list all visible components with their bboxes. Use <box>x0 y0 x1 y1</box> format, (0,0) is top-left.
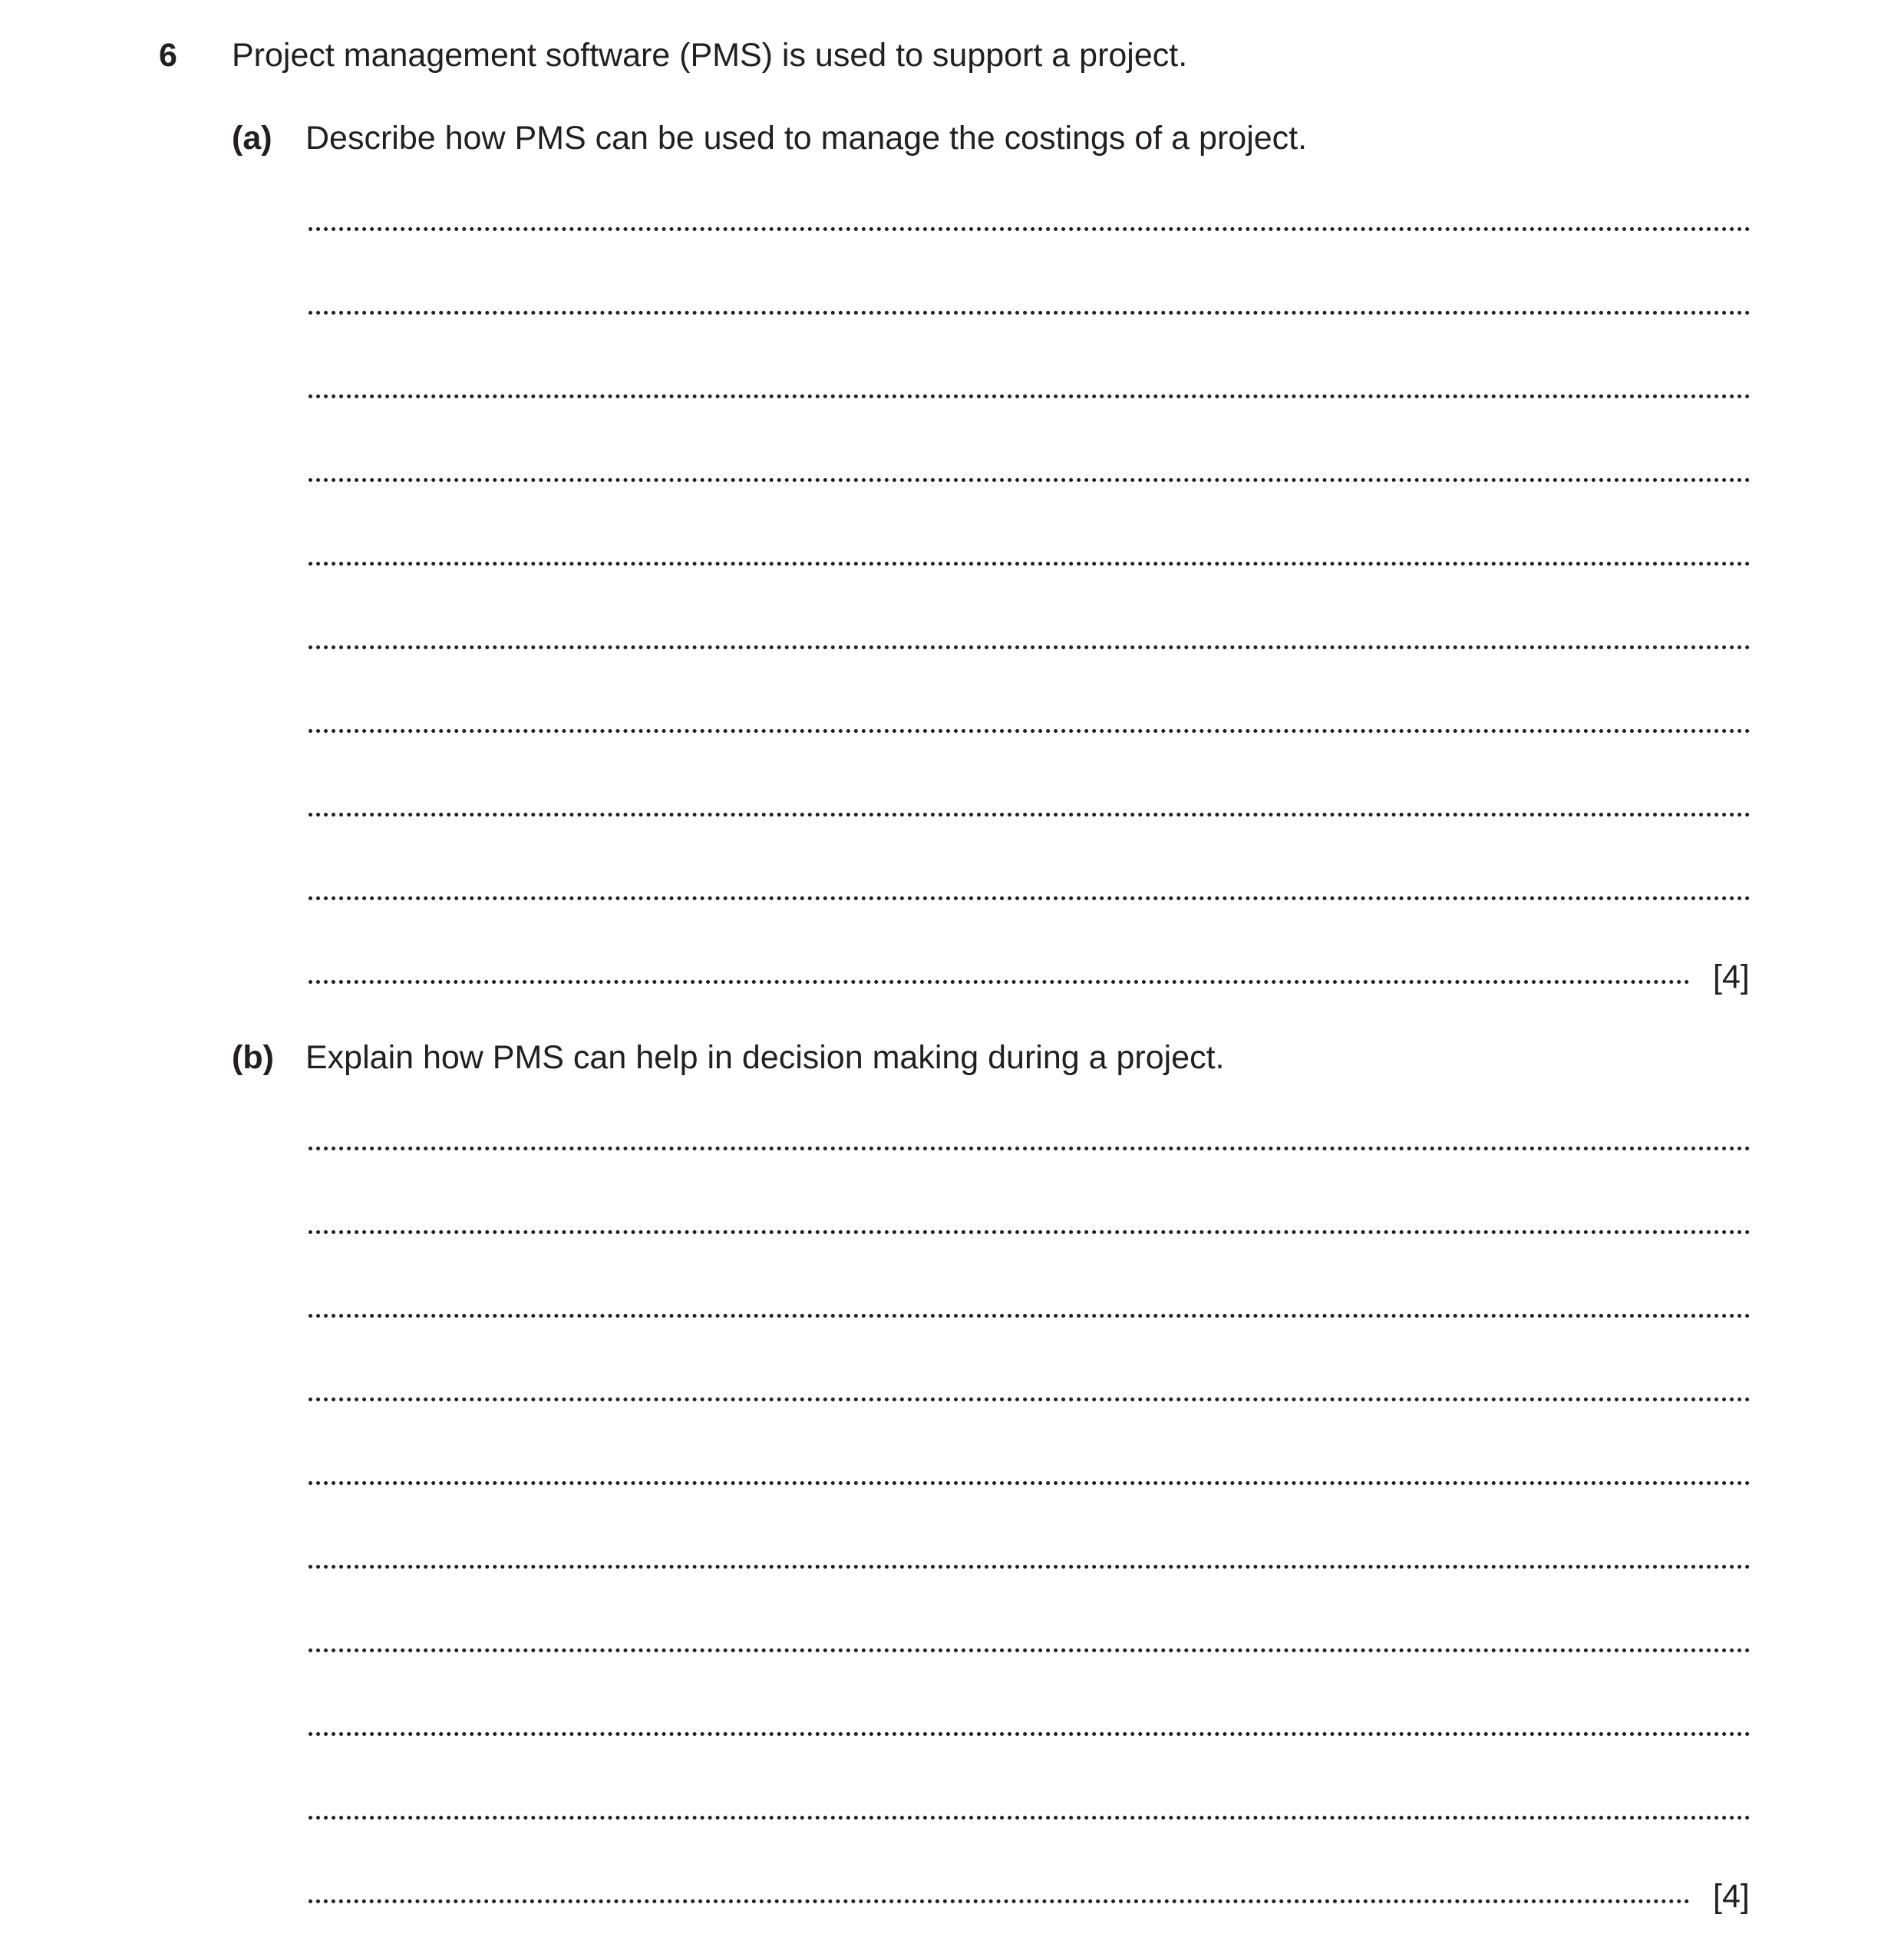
answer-line[interactable] <box>309 1648 1751 1652</box>
answer-line[interactable] <box>309 394 1751 398</box>
answer-line[interactable] <box>309 1816 1751 1820</box>
answer-line[interactable] <box>309 980 1690 984</box>
answer-line[interactable] <box>309 227 1751 231</box>
answer-line[interactable] <box>309 645 1751 649</box>
answer-line[interactable] <box>309 478 1751 482</box>
question-number: 6 <box>159 37 177 74</box>
answer-line[interactable] <box>309 1899 1690 1903</box>
answer-line[interactable] <box>309 1398 1751 1401</box>
part-a-marks: [4] <box>1713 959 1750 995</box>
part-a-label: (a) <box>232 120 272 157</box>
answer-line[interactable] <box>309 1147 1751 1150</box>
answer-line[interactable] <box>309 729 1751 733</box>
answer-line[interactable] <box>309 1481 1751 1485</box>
part-b-marks: [4] <box>1713 1878 1750 1915</box>
answer-line[interactable] <box>309 896 1751 900</box>
answer-line[interactable] <box>309 1565 1751 1569</box>
question-stem: Project management software (PMS) is used to support a project. <box>232 37 1188 74</box>
answer-line[interactable] <box>309 311 1751 315</box>
answer-line[interactable] <box>309 1732 1751 1736</box>
answer-line[interactable] <box>309 1314 1751 1318</box>
answer-line[interactable] <box>309 1230 1751 1234</box>
answer-line[interactable] <box>309 562 1751 566</box>
answer-line[interactable] <box>309 813 1751 817</box>
part-b-label: (b) <box>232 1039 274 1076</box>
part-b-prompt: Explain how PMS can help in decision making during a project. <box>305 1039 1225 1076</box>
part-a-prompt: Describe how PMS can be used to manage the costings of a project. <box>305 120 1308 157</box>
